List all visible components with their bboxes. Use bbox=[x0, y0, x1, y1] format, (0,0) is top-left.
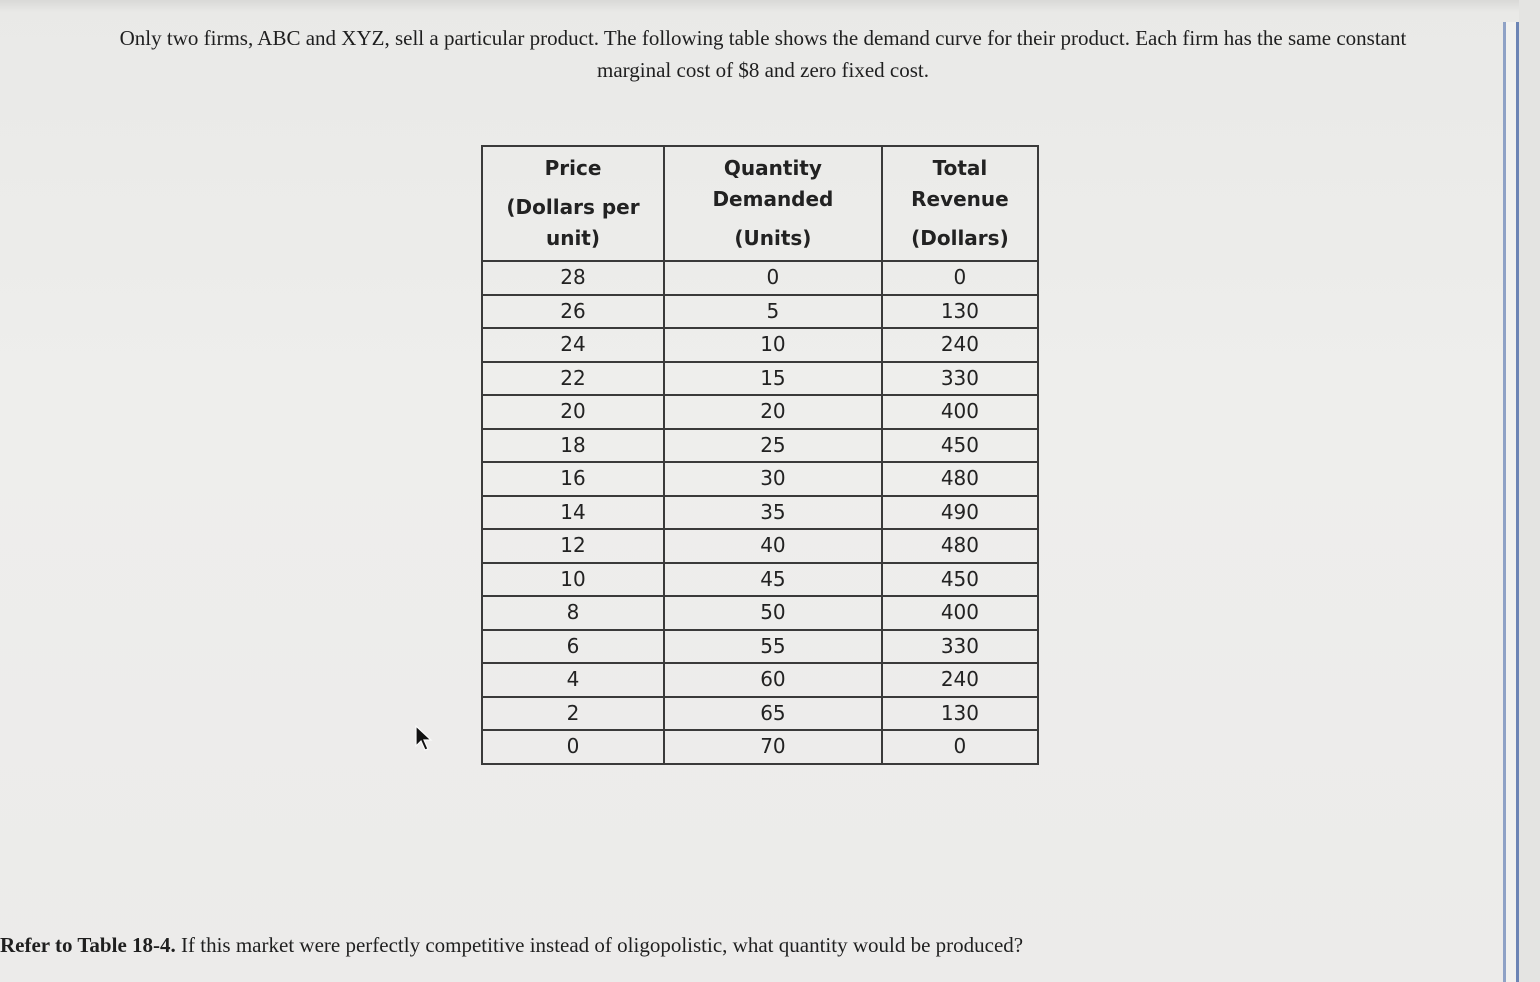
table-body bbox=[482, 261, 1038, 764]
table-row bbox=[482, 697, 1038, 731]
quantity-cell: 5 bbox=[664, 295, 882, 329]
revenue-column-header bbox=[882, 146, 1038, 261]
price-cell: 2 bbox=[482, 697, 664, 731]
revenue-header-line-1: Total bbox=[932, 156, 988, 180]
price-cell: 12 bbox=[482, 529, 664, 563]
quantity-cell: 50 bbox=[664, 596, 882, 630]
price-header-line-2: (Dollars per bbox=[506, 195, 640, 219]
quantity-header-line-1: Quantity bbox=[723, 156, 822, 180]
price-header-line-3: unit) bbox=[545, 226, 601, 250]
table-row bbox=[482, 328, 1038, 362]
table-row bbox=[482, 529, 1038, 563]
price-cell: 16 bbox=[482, 462, 664, 496]
revenue-cell: 480 bbox=[882, 462, 1038, 496]
revenue-cell: 0 bbox=[882, 730, 1038, 764]
revenue-cell: 490 bbox=[882, 496, 1038, 530]
price-cell: 22 bbox=[482, 362, 664, 396]
revenue-cell: 400 bbox=[882, 596, 1038, 630]
price-cell: 26 bbox=[482, 295, 664, 329]
revenue-cell: 130 bbox=[882, 295, 1038, 329]
quantity-cell: 35 bbox=[664, 496, 882, 530]
revenue-cell: 130 bbox=[882, 697, 1038, 731]
quantity-cell: 10 bbox=[664, 328, 882, 362]
revenue-cell: 450 bbox=[882, 563, 1038, 597]
price-cell: 20 bbox=[482, 395, 664, 429]
demand-table bbox=[481, 145, 1039, 765]
question-reference: Refer to Table 18-4. bbox=[0, 933, 176, 957]
question-text: If this market were perfectly competitive instead of oligopolistic, what quantity would be produced? bbox=[175, 933, 1024, 957]
price-cell: 0 bbox=[482, 730, 664, 764]
price-header-line-1: Price bbox=[544, 156, 602, 180]
mouse-pointer-icon bbox=[413, 724, 433, 752]
quantity-header-line-2: Demanded bbox=[712, 187, 834, 211]
revenue-cell: 450 bbox=[882, 429, 1038, 463]
table-row bbox=[482, 295, 1038, 329]
quantity-cell: 45 bbox=[664, 563, 882, 597]
table-row bbox=[482, 563, 1038, 597]
scrollbar[interactable] bbox=[1503, 22, 1519, 982]
table-row bbox=[482, 730, 1038, 764]
right-margin bbox=[1519, 0, 1540, 982]
quantity-cell: 0 bbox=[664, 261, 882, 295]
table-row bbox=[482, 496, 1038, 530]
price-cell: 18 bbox=[482, 429, 664, 463]
table-row bbox=[482, 630, 1038, 664]
price-cell: 28 bbox=[482, 261, 664, 295]
quantity-cell: 55 bbox=[664, 630, 882, 664]
table-row bbox=[482, 362, 1038, 396]
quantity-column-header bbox=[664, 146, 882, 261]
quantity-cell: 65 bbox=[664, 697, 882, 731]
revenue-header-line-3: (Dollars) bbox=[911, 226, 1009, 250]
table-row bbox=[482, 596, 1038, 630]
revenue-cell: 330 bbox=[882, 630, 1038, 664]
price-cell: 24 bbox=[482, 328, 664, 362]
revenue-cell: 0 bbox=[882, 261, 1038, 295]
price-cell: 14 bbox=[482, 496, 664, 530]
price-cell: 10 bbox=[482, 563, 664, 597]
table-row bbox=[482, 663, 1038, 697]
revenue-cell: 330 bbox=[882, 362, 1038, 396]
quantity-cell: 25 bbox=[664, 429, 882, 463]
problem-intro-line-2: marginal cost of $8 and zero fixed cost. bbox=[596, 58, 929, 82]
quantity-cell: 60 bbox=[664, 663, 882, 697]
revenue-cell: 240 bbox=[882, 328, 1038, 362]
table-row bbox=[482, 395, 1038, 429]
quantity-cell: 20 bbox=[664, 395, 882, 429]
revenue-cell: 480 bbox=[882, 529, 1038, 563]
quantity-header-line-3: (Units) bbox=[734, 226, 812, 250]
page-top-edge bbox=[0, 0, 1540, 12]
revenue-cell: 400 bbox=[882, 395, 1038, 429]
revenue-header-line-2: Revenue bbox=[911, 187, 1009, 211]
question-prompt bbox=[0, 929, 1500, 961]
quantity-cell: 30 bbox=[664, 462, 882, 496]
price-cell: 6 bbox=[482, 630, 664, 664]
price-cell: 8 bbox=[482, 596, 664, 630]
quantity-cell: 40 bbox=[664, 529, 882, 563]
demand-table-container bbox=[481, 145, 1039, 765]
problem-intro bbox=[38, 22, 1488, 86]
revenue-cell: 240 bbox=[882, 663, 1038, 697]
table-header-row bbox=[482, 146, 1038, 261]
price-cell: 4 bbox=[482, 663, 664, 697]
table-row bbox=[482, 261, 1038, 295]
table-row bbox=[482, 462, 1038, 496]
price-column-header bbox=[482, 146, 664, 261]
quantity-cell: 15 bbox=[664, 362, 882, 396]
quantity-cell: 70 bbox=[664, 730, 882, 764]
table-row bbox=[482, 429, 1038, 463]
problem-intro-line-1: Only two firms, ABC and XYZ, sell a particular product. The following table shows the demand curve for their product. Each firm has the same constant bbox=[119, 26, 1407, 50]
